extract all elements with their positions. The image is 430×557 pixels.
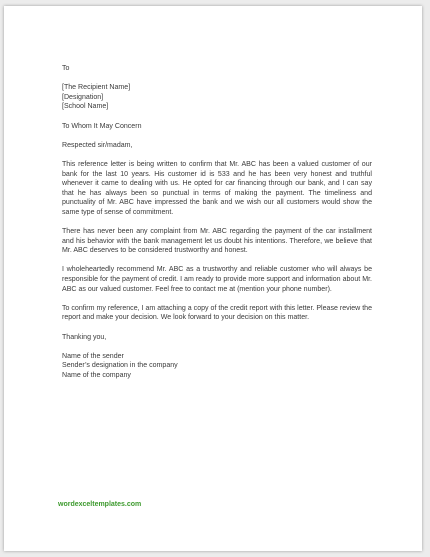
recipient-designation: [Designation] (62, 93, 104, 101)
sender-designation: Sender’s designation in the company (62, 362, 178, 370)
to-label: To (62, 65, 70, 72)
salutation: Respected sir/madam, (62, 141, 133, 149)
letter-page (4, 6, 422, 551)
subject-line: To Whom It May Concern (62, 122, 142, 130)
body-paragraph-2: There has never been any complaint from Mr. ABC regarding the payment of the car installment and his behavior with the bank management let us doubt his intentions. Therefore, we believe that Mr. ABC deserves to be considered trustworthy and honest. (62, 228, 372, 255)
footer-watermark: wordexceltemplates.com (58, 501, 142, 508)
body-paragraph-4: To confirm my reference, I am attaching a copy of the credit report with this letter. Please review the report and make your decision. We look forward to your decision on this matter. (62, 304, 372, 322)
recipient-school: [School Name] (62, 103, 109, 111)
body-paragraph-1: This reference letter is being written to confirm that Mr. ABC has been a valued customer of our bank for the last 10 years. His customer id is 533 and he has been very honest and truthful whenever it came to dealing with us. He opted for car financing through our bank, and I can say that he has always been so punctual in terms of making the payment. The timeliness and punctuality of Mr. ABC have impressed the bank and we wish our all customers would show the same type of sense of commitment. (62, 160, 372, 216)
sender-company: Name of the company (62, 372, 131, 379)
sender-name: Name of the sender (62, 352, 124, 360)
closing: Thanking you, (62, 333, 107, 341)
recipient-name: [The Recipient Name] (62, 84, 131, 92)
body-paragraph-3: I wholeheartedly recommend Mr. ABC as a trustworthy and reliable customer who will always be responsible for the payment of credit. I am ready to provide more support and information about Mr. ABC as our valued customer. Feel free to contact me at (mention your phone number). (62, 266, 372, 293)
